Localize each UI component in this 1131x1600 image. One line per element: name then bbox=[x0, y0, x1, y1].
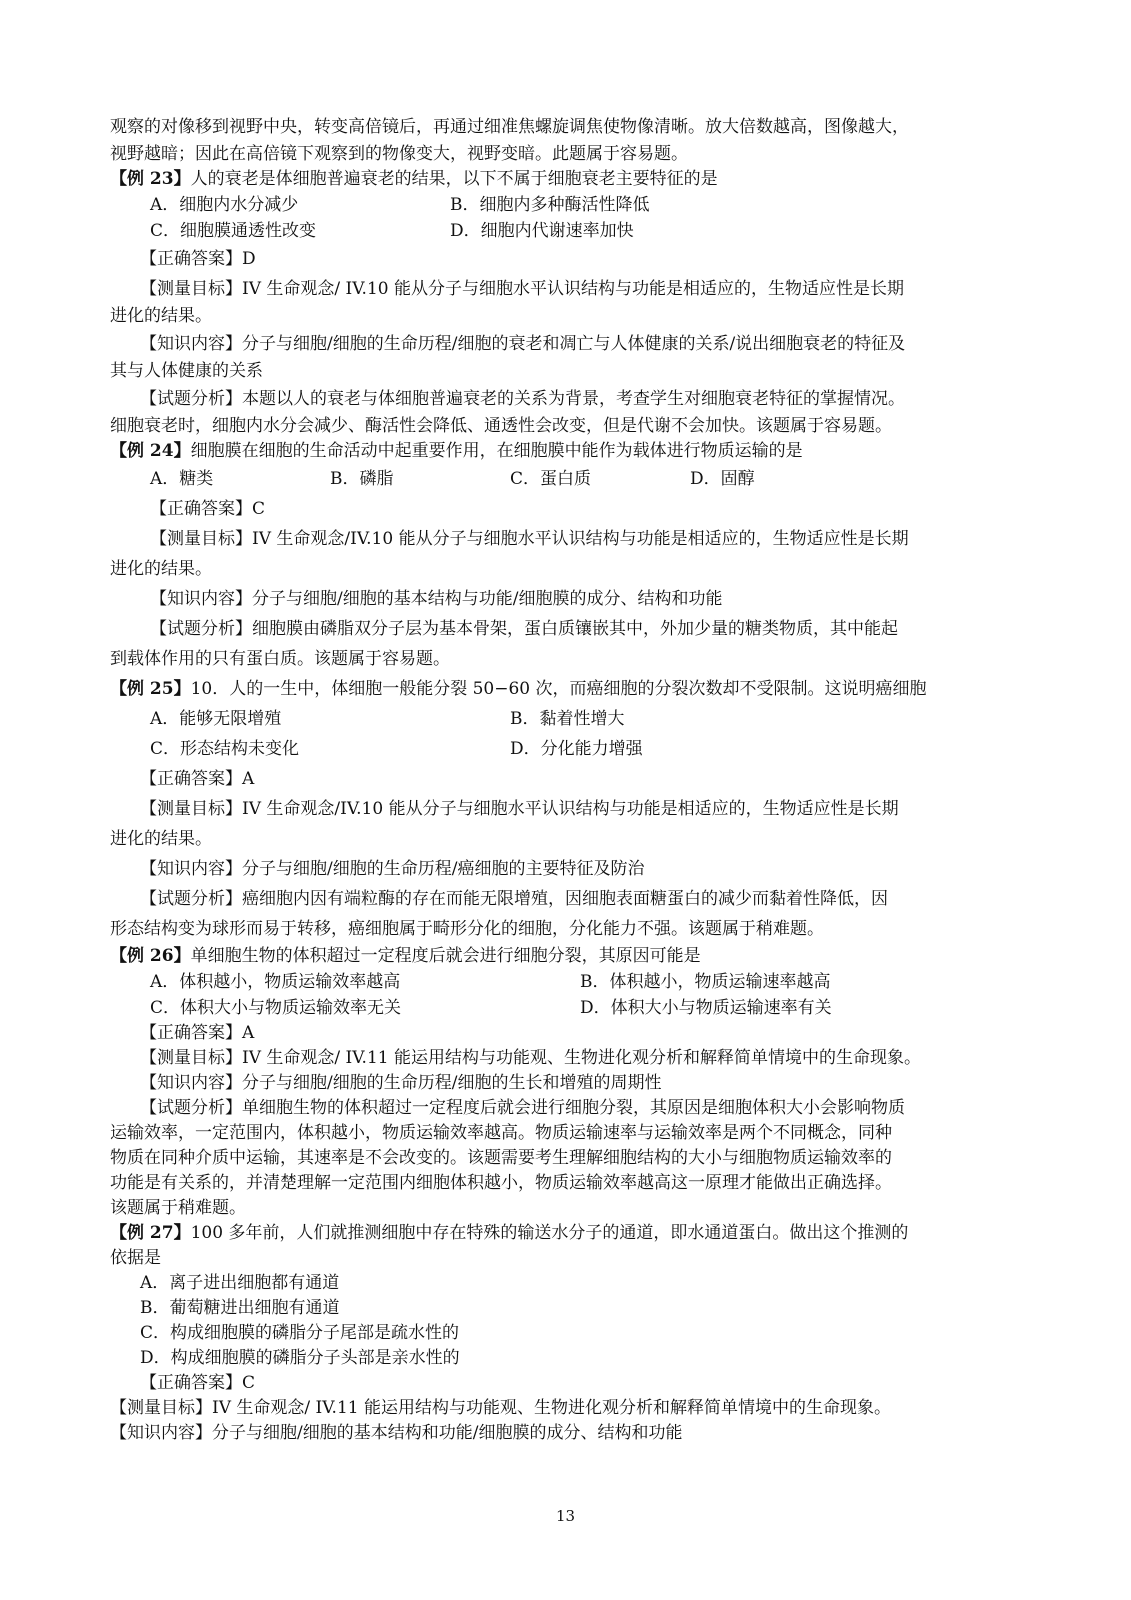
question-26-analysis-cont-4: 该题属于稍难题。 bbox=[110, 1198, 246, 1218]
question-24-answer: 【正确答案】C bbox=[150, 499, 266, 519]
question-23-knowledge-cont: 其与人体健康的关系 bbox=[110, 361, 263, 381]
question-25-analysis-cont: 形态结构变为球形而易于转移，癌细胞属于畸形分化的细胞，分化能力不强。该题属于稍难题。 bbox=[110, 919, 824, 939]
question-23-target-cont: 进化的结果。 bbox=[110, 306, 212, 326]
intro-line-2: 视野越暗；因此在高倍镜下观察到的物像变大，视野变暗。此题属于容易题。 bbox=[110, 144, 688, 164]
question-27-knowledge: 【知识内容】分子与细胞/细胞的基本结构和功能/细胞膜的成分、结构和功能 bbox=[110, 1423, 683, 1443]
option-d: D．构成细胞膜的磷脂分子头部是亲水性的 bbox=[140, 1348, 460, 1368]
question-26-analysis-cont-1: 运输效率，一定范围内，体积越小，物质运输效率越高。物质运输速率与运输效率是两个不同概念，同种 bbox=[110, 1123, 892, 1143]
option-c: C．形态结构未变化 bbox=[150, 739, 300, 759]
question-25-options-row-1 bbox=[110, 704, 1023, 734]
question-25-target-cont: 进化的结果。 bbox=[110, 829, 212, 849]
question-23-options-row-2 bbox=[110, 218, 1023, 244]
option-b: B．细胞内多种酶活性降低 bbox=[450, 195, 650, 215]
question-24-knowledge: 【知识内容】分子与细胞/细胞的基本结构与功能/细胞膜的成分、结构和功能 bbox=[150, 589, 723, 609]
option-a: A．能够无限增殖 bbox=[150, 709, 282, 729]
question-25-tag: 【例 25】 bbox=[110, 679, 191, 699]
question-25-stem: 【例 25】10．人的一生中，体细胞一般能分裂 50−60 次，而癌细胞的分裂次数却不受限制。这说明癌细胞 bbox=[110, 679, 927, 699]
question-24-target: 【测量目标】IV 生命观念/IV.10 能从分子与细胞水平认识结构与功能是相适应的，生物适应性是长期 bbox=[150, 529, 909, 549]
option-d: D．分化能力增强 bbox=[510, 739, 643, 759]
question-26-tag: 【例 26】 bbox=[110, 946, 191, 966]
question-25-target: 【测量目标】IV 生命观念/IV.10 能从分子与细胞水平认识结构与功能是相适应的，生物适应性是长期 bbox=[140, 799, 899, 819]
question-26-analysis-cont-2: 物质在同种介质中运输，其速率是不会改变的。该题需要考生理解细胞结构的大小与细胞物质运输效率的 bbox=[110, 1148, 892, 1168]
question-24-target-cont: 进化的结果。 bbox=[110, 559, 212, 579]
question-24-stem: 【例 24】细胞膜在细胞的生命活动中起重要作用，在细胞膜中能作为载体进行物质运输的是 bbox=[110, 441, 803, 461]
question-23-tag: 【例 23】 bbox=[110, 169, 191, 189]
question-26-options-row-2 bbox=[110, 995, 1023, 1021]
option-c: C．构成细胞膜的磷脂分子尾部是疏水性的 bbox=[140, 1323, 460, 1343]
question-24-options bbox=[110, 464, 1023, 494]
question-25-answer: 【正确答案】A bbox=[140, 769, 255, 789]
option-a: A．离子进出细胞都有通道 bbox=[140, 1273, 340, 1293]
option-c: C．细胞膜通透性改变 bbox=[150, 221, 317, 241]
option-a: A．糖类 bbox=[150, 469, 214, 489]
page-number: 13 bbox=[555, 1507, 576, 1525]
question-24-tag: 【例 24】 bbox=[110, 441, 191, 461]
question-27-stem: 【例 27】100 多年前，人们就推测细胞中存在特殊的输送水分子的通道，即水通道蛋白。做出这个推测的 bbox=[110, 1223, 909, 1243]
question-25-analysis: 【试题分析】癌细胞内因有端粒酶的存在而能无限增殖，因细胞表面糖蛋白的减少而黏着性降低，因 bbox=[140, 889, 888, 909]
question-27-target: 【测量目标】IV 生命观念/ IV.11 能运用结构与功能观、生物进化观分析和解释简单情境中的生命现象。 bbox=[110, 1398, 891, 1418]
question-23-knowledge: 【知识内容】分子与细胞/细胞的生命历程/细胞的衰老和凋亡与人体健康的关系/说出细胞衰老的特征及 bbox=[140, 334, 906, 354]
option-a: A．细胞内水分减少 bbox=[150, 195, 299, 215]
question-25-knowledge: 【知识内容】分子与细胞/细胞的生命历程/癌细胞的主要特征及防治 bbox=[140, 859, 645, 879]
question-26-answer: 【正确答案】A bbox=[140, 1023, 255, 1043]
intro-line-1: 观察的对像移到视野中央，转变高倍镜后，再通过细准焦螺旋调焦使物像清晰。放大倍数越高，图像越大， bbox=[110, 117, 909, 137]
question-26-analysis-cont-3: 功能是有关系的，并清楚理解一定范围内细胞体积越小，物质运输效率越高这一原理才能做出正确选择。 bbox=[110, 1173, 892, 1193]
option-d: D．体积大小与物质运输速率有关 bbox=[580, 998, 832, 1018]
question-26-target: 【测量目标】IV 生命观念/ IV.11 能运用结构与功能观、生物进化观分析和解释简单情境中的生命现象。 bbox=[140, 1048, 921, 1068]
question-23-target: 【测量目标】IV 生命观念/ IV.10 能从分子与细胞水平认识结构与功能是相适应的，生物适应性是长期 bbox=[140, 279, 904, 299]
question-26-knowledge: 【知识内容】分子与细胞/细胞的生命历程/细胞的生长和增殖的周期性 bbox=[140, 1073, 662, 1093]
question-27-answer: 【正确答案】C bbox=[140, 1373, 256, 1393]
option-b: B．黏着性增大 bbox=[510, 709, 625, 729]
option-b: B．磷脂 bbox=[330, 469, 394, 489]
question-24-analysis-cont: 到载体作用的只有蛋白质。该题属于容易题。 bbox=[110, 649, 450, 669]
option-a: A．体积越小，物质运输效率越高 bbox=[150, 972, 401, 992]
question-23-analysis-cont: 细胞衰老时，细胞内水分会减少、酶活性会降低、通透性会改变，但是代谢不会加快。该题属于容易题。 bbox=[110, 416, 892, 436]
question-25-options-row-2 bbox=[110, 734, 1023, 764]
question-26-analysis: 【试题分析】单细胞生物的体积超过一定程度后就会进行细胞分裂，其原因是细胞体积大小会影响物质 bbox=[140, 1098, 905, 1118]
question-26-options-row-1 bbox=[110, 969, 1023, 995]
option-c: C．蛋白质 bbox=[510, 469, 592, 489]
question-23-options-row-1 bbox=[110, 192, 1023, 218]
question-26-stem: 【例 26】单细胞生物的体积超过一定程度后就会进行细胞分裂，其原因可能是 bbox=[110, 946, 701, 966]
option-b: B．体积越小，物质运输速率越高 bbox=[580, 972, 831, 992]
option-c: C．体积大小与物质运输效率无关 bbox=[150, 998, 402, 1018]
question-23-analysis: 【试题分析】本题以人的衰老与体细胞普遍衰老的关系为背景，考查学生对细胞衰老特征的掌握情况。 bbox=[140, 389, 905, 409]
question-24-analysis: 【试题分析】细胞膜由磷脂双分子层为基本骨架，蛋白质镶嵌其中，外加少量的糖类物质，其中能起 bbox=[150, 619, 898, 639]
question-27-stem-cont: 依据是 bbox=[110, 1248, 161, 1268]
question-23-stem: 【例 23】人的衰老是体细胞普遍衰老的结果，以下不属于细胞衰老主要特征的是 bbox=[110, 169, 718, 189]
option-b: B．葡萄糖进出细胞有通道 bbox=[140, 1298, 340, 1318]
question-27-tag: 【例 27】 bbox=[110, 1223, 191, 1243]
option-d: D．固醇 bbox=[690, 469, 755, 489]
question-23-answer: 【正确答案】D bbox=[140, 249, 256, 269]
option-d: D．细胞内代谢速率加快 bbox=[450, 221, 634, 241]
